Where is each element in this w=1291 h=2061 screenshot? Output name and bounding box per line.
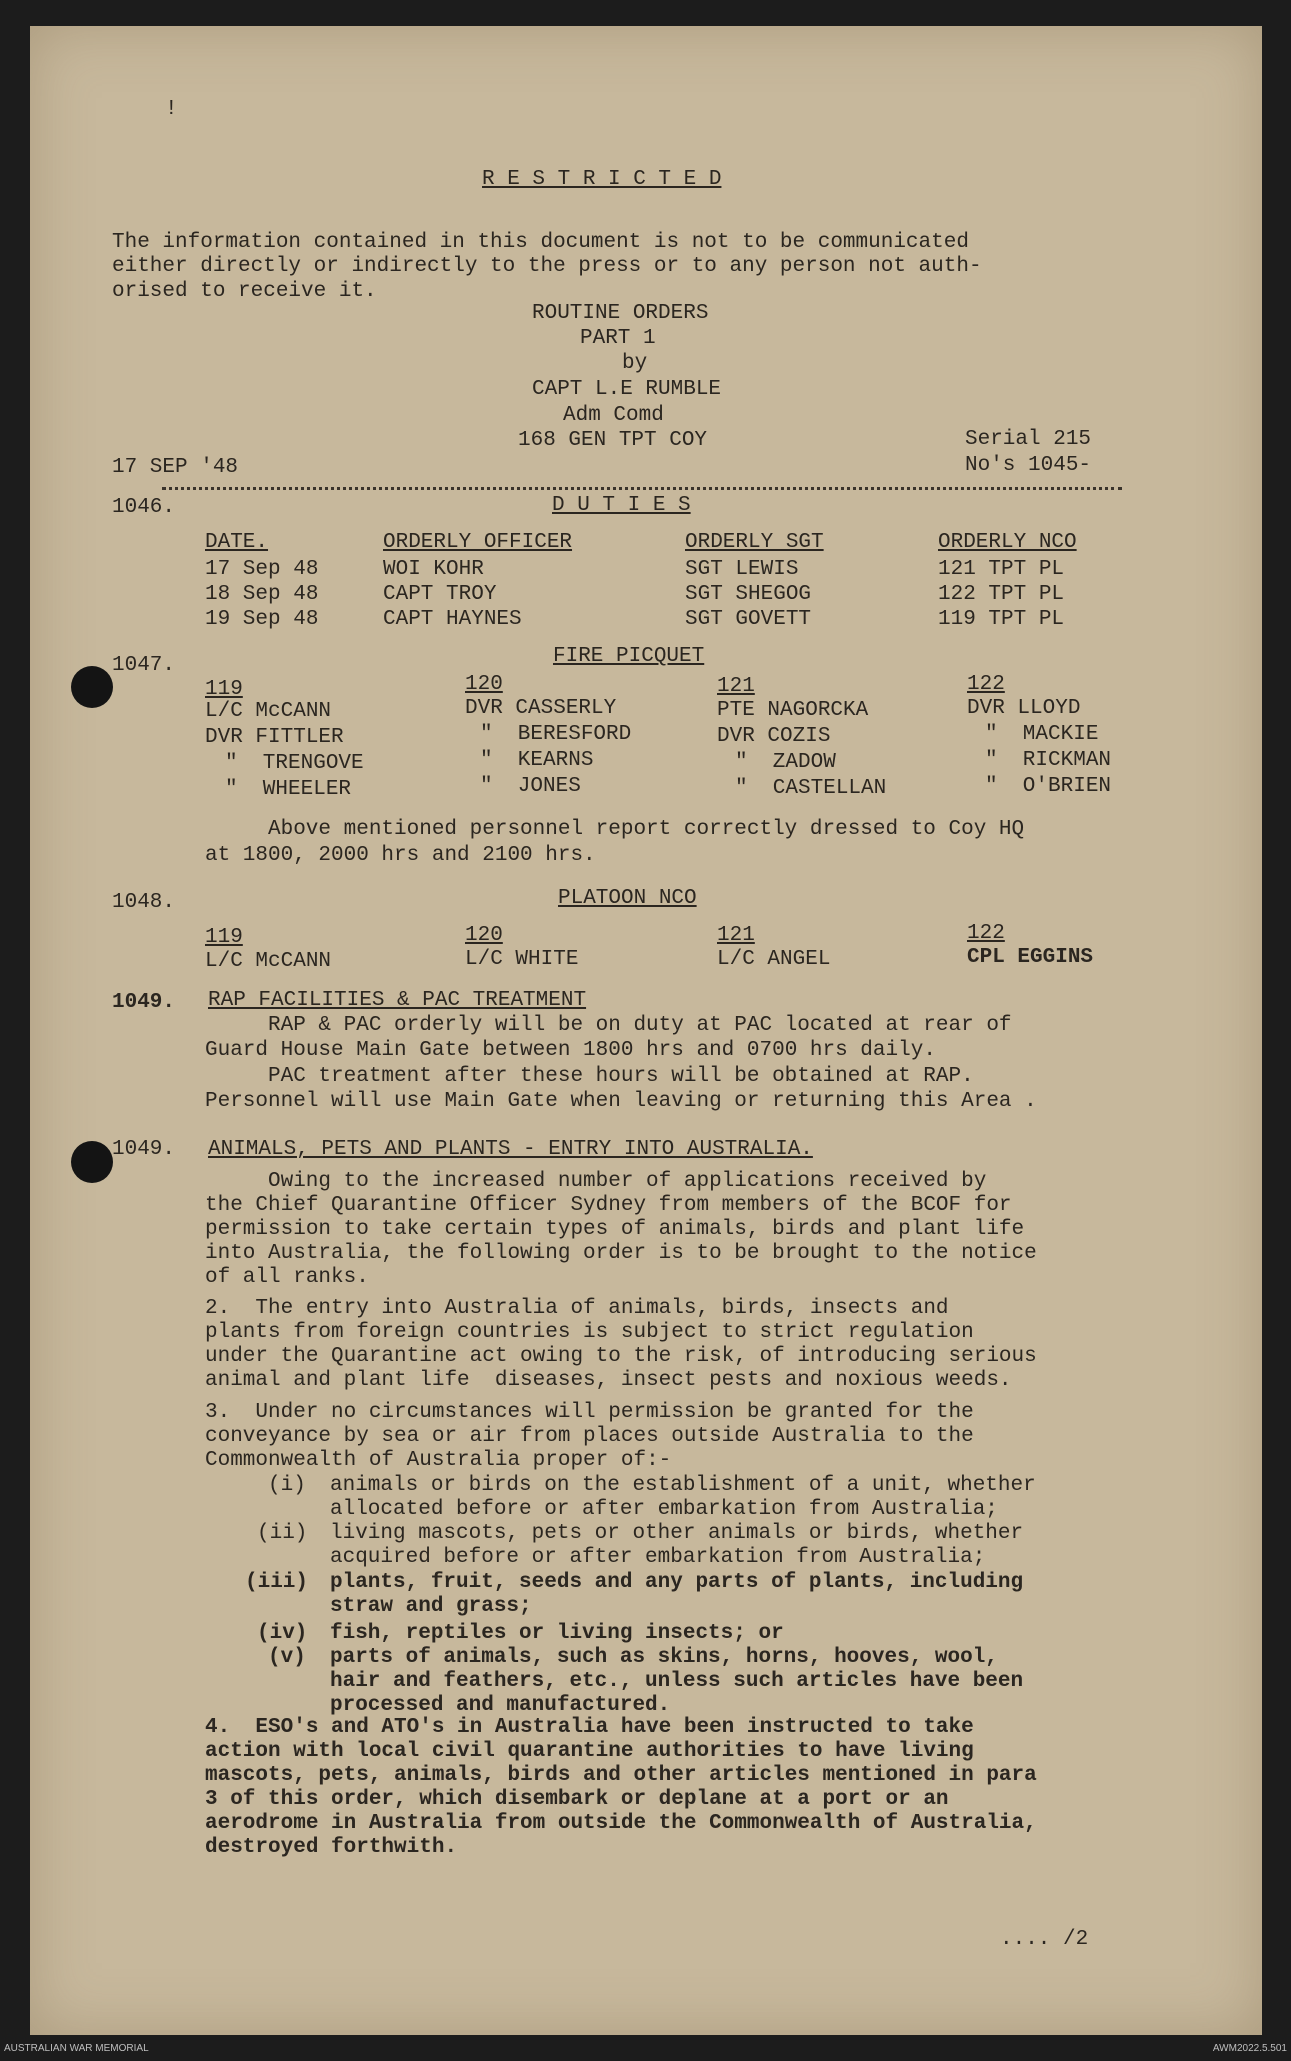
- para1-line: of all ranks.: [205, 1266, 369, 1289]
- serial: Serial 215: [965, 428, 1092, 451]
- para2-line: 2. The entry into Australia of animals, birds, insects and: [205, 1297, 949, 1320]
- continued-marker: .... /2: [1000, 1928, 1089, 1951]
- title-line-6: 168 GEN TPT COY: [518, 429, 708, 452]
- item-line: allocated before or after embarkation from Australia;: [330, 1498, 998, 1521]
- rap-line-1: RAP & PAC orderly will be on duty at PAC located at rear of: [268, 1014, 1012, 1037]
- numbers: No's 1045-: [965, 454, 1092, 477]
- platoon-number: 120: [465, 673, 503, 696]
- footer-left: AUSTRALIAN WAR MEMORIAL: [4, 2043, 149, 2054]
- duties-col-sgt: ORDERLY SGT: [685, 531, 824, 554]
- item-line: living mascots, pets or other animals or birds, whether: [330, 1522, 1024, 1545]
- platoon-number: 119: [205, 678, 243, 701]
- platoon-number: 121: [717, 924, 755, 947]
- picquet-member: " RICKMAN: [985, 749, 1112, 772]
- duties-nco: 119 TPT PL: [938, 608, 1065, 631]
- picquet-member: " BERESFORD: [480, 723, 632, 746]
- item-number: (i): [268, 1474, 306, 1497]
- divider: [162, 487, 1122, 490]
- para2-line: animal and plant life diseases, insect pests and noxious weeds.: [205, 1369, 1012, 1392]
- item-number: (v): [268, 1646, 306, 1669]
- para1-line: the Chief Quarantine Officer Sydney from members of the BCOF for: [205, 1194, 1012, 1217]
- duties-date: 19 Sep 48: [205, 608, 319, 631]
- section-heading: RAP FACILITIES & PAC TREATMENT: [208, 989, 587, 1012]
- item-line: animals or birds on the establishment of a unit, whether: [330, 1474, 1036, 1497]
- picquet-member: " KEARNS: [480, 749, 594, 772]
- para4-line: mascots, pets, animals, birds and other articles mentioned in para: [205, 1764, 1037, 1787]
- warning-line-1: The information contained in this document is not to be communicated: [112, 231, 969, 254]
- punch-hole-top: [71, 666, 113, 708]
- warning-line-3: orised to receive it.: [112, 280, 377, 303]
- para4-line: 3 of this order, which disembark or deplane at a port or an: [205, 1788, 949, 1811]
- picquet-note-line-1: Above mentioned personnel report correctly dressed to Coy HQ: [268, 818, 1025, 841]
- duties-nco: 122 TPT PL: [938, 583, 1065, 606]
- platoon-number: 120: [465, 924, 503, 947]
- picquet-member: " TRENGOVE: [225, 752, 364, 775]
- para3-line: 3. Under no circumstances will permission be granted for the: [205, 1401, 974, 1424]
- duties-col-nco: ORDERLY NCO: [938, 531, 1077, 554]
- title-line-1: ROUTINE ORDERS: [532, 302, 709, 325]
- picquet-member: " O'BRIEN: [985, 775, 1112, 798]
- para4-line: 4. ESO's and ATO's in Australia have been instructed to take: [205, 1716, 974, 1739]
- item-line: plants, fruit, seeds and any parts of plants, including: [330, 1571, 1024, 1594]
- classification: R E S T R I C T E D: [482, 168, 722, 191]
- warning-line-2: either directly or indirectly to the press or to any person not auth-: [112, 255, 982, 278]
- picquet-member: " MACKIE: [985, 723, 1099, 746]
- section-heading: ANIMALS, PETS AND PLANTS - ENTRY INTO AUSTRALIA.: [208, 1138, 813, 1161]
- section-number: 1049.: [112, 991, 176, 1014]
- platoon-number: 119: [205, 926, 243, 949]
- duties-date: 17 Sep 48: [205, 558, 319, 581]
- para3-line: conveyance by sea or air from places outside Australia to the: [205, 1425, 974, 1448]
- item-line: processed and manufactured.: [330, 1694, 671, 1717]
- duties-date: 18 Sep 48: [205, 583, 319, 606]
- para4-line: action with local civil quarantine authorities to have living: [205, 1740, 974, 1763]
- picquet-member: DVR COZIS: [717, 725, 831, 748]
- margin-mark: !: [165, 98, 178, 121]
- picquet-member: L/C McCANN: [205, 700, 332, 723]
- rap-line-4: Personnel will use Main Gate when leaving or returning this Area .: [205, 1090, 1037, 1113]
- section-heading: FIRE PICQUET: [553, 645, 705, 668]
- picquet-member: PTE NAGORCKA: [717, 699, 869, 722]
- item-number: (iv): [257, 1622, 308, 1645]
- para4-line: aerodrome in Australia from outside the Commonwealth of Australia,: [205, 1812, 1037, 1835]
- picquet-member: " CASTELLAN: [735, 777, 887, 800]
- section-number: 1046.: [112, 496, 176, 519]
- para1-line: permission to take certain types of animals, birds and plant life: [205, 1218, 1025, 1241]
- picquet-member: " WHEELER: [225, 778, 352, 801]
- section-heading: D U T I E S: [552, 494, 691, 517]
- title-line-4: CAPT L.E RUMBLE: [532, 378, 722, 401]
- date: 17 SEP '48: [112, 456, 239, 479]
- duties-col-officer: ORDERLY OFFICER: [383, 531, 573, 554]
- item-line: hair and feathers, etc., unless such articles have been: [330, 1670, 1024, 1693]
- platoon-nco-name: CPL EGGINS: [967, 946, 1094, 969]
- duties-sgt: SGT SHEGOG: [685, 583, 812, 606]
- platoon-number: 122: [967, 673, 1005, 696]
- duties-officer: CAPT TROY: [383, 583, 497, 606]
- rap-line-2: Guard House Main Gate between 1800 hrs and 0700 hrs daily.: [205, 1039, 936, 1062]
- title-line-2: PART 1: [580, 327, 656, 350]
- item-number: (iii): [245, 1571, 309, 1594]
- picquet-member: " ZADOW: [735, 751, 836, 774]
- item-number: (ii): [257, 1522, 308, 1545]
- para1-line: Owing to the increased number of applications received by: [268, 1170, 987, 1193]
- platoon-nco-name: L/C McCANN: [205, 950, 332, 973]
- platoon-number: 122: [967, 922, 1005, 945]
- section-number: 1048.: [112, 891, 176, 914]
- picquet-member: DVR FITTLER: [205, 726, 344, 749]
- para4-line: destroyed forthwith.: [205, 1836, 458, 1859]
- title-line-5: Adm Comd: [563, 404, 664, 427]
- duties-sgt: SGT GOVETT: [685, 608, 812, 631]
- duties-sgt: SGT LEWIS: [685, 558, 799, 581]
- item-line: straw and grass;: [330, 1595, 532, 1618]
- duties-col-date: DATE.: [205, 531, 269, 554]
- duties-officer: CAPT HAYNES: [383, 608, 522, 631]
- duties-officer: WOI KOHR: [383, 558, 484, 581]
- platoon-number: 121: [717, 675, 755, 698]
- platoon-nco-name: L/C ANGEL: [717, 948, 831, 971]
- rap-line-3: PAC treatment after these hours will be obtained at RAP.: [268, 1065, 974, 1088]
- duties-nco: 121 TPT PL: [938, 558, 1065, 581]
- platoon-nco-name: L/C WHITE: [465, 948, 579, 971]
- punch-hole-bottom: [71, 1141, 113, 1183]
- picquet-member: DVR CASSERLY: [465, 697, 617, 720]
- section-number: 1047.: [112, 654, 176, 677]
- footer-right: AWM2022.5.501: [1212, 2043, 1287, 2054]
- picquet-member: DVR LLOYD: [967, 697, 1081, 720]
- para2-line: under the Quarantine act owing to the risk, of introducing serious: [205, 1345, 1037, 1368]
- title-line-3: by: [622, 352, 648, 375]
- section-number: 1049.: [112, 1138, 176, 1161]
- item-line: fish, reptiles or living insects; or: [330, 1622, 784, 1645]
- section-heading: PLATOON NCO: [558, 887, 697, 910]
- para2-line: plants from foreign countries is subject to strict regulation: [205, 1321, 974, 1344]
- item-line: parts of animals, such as skins, horns, hooves, wool,: [330, 1646, 998, 1669]
- para3-line: Commonwealth of Australia proper of:-: [205, 1449, 672, 1472]
- para1-line: into Australia, the following order is to be brought to the notice: [205, 1242, 1037, 1265]
- picquet-note-line-2: at 1800, 2000 hrs and 2100 hrs.: [205, 844, 596, 867]
- item-line: acquired before or after embarkation from Australia;: [330, 1546, 986, 1569]
- picquet-member: " JONES: [480, 775, 581, 798]
